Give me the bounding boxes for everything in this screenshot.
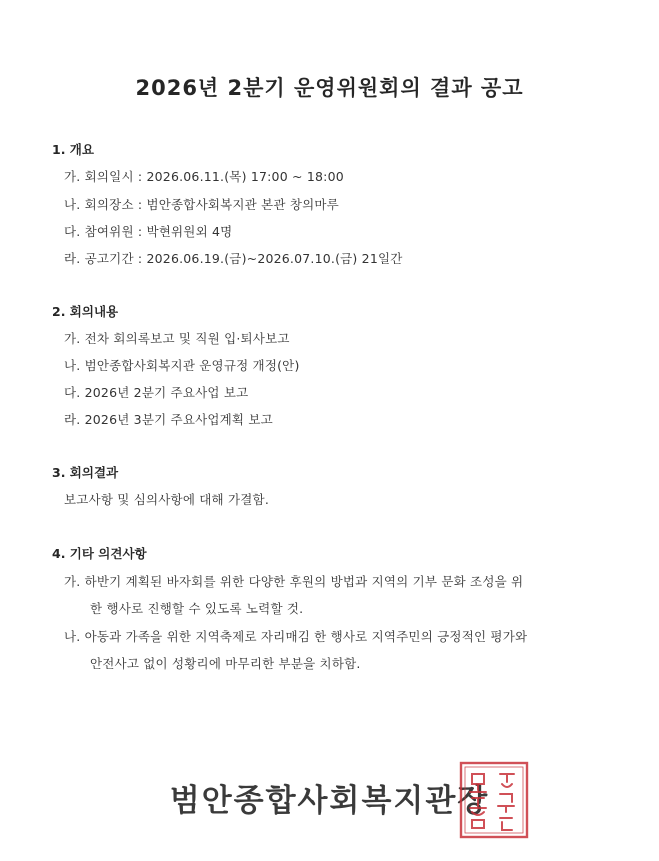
section-heading-overview: 1. 개요: [52, 142, 94, 157]
section-heading-contents: 2. 회의내용: [52, 304, 119, 319]
contents-item-1: 가. 전차 회의록보고 및 직원 입·퇴사보고: [64, 331, 290, 346]
document-title: 2026년 2분기 운영위원회의 결과 공고: [135, 76, 524, 100]
section-heading-opinions: 4. 기타 의견사항: [52, 546, 147, 561]
signature-name: 범안종합사회복지관장: [169, 783, 490, 819]
opinion-item-1-line-2: 한 행사로 진행할 수 있도록 노력할 것.: [90, 601, 304, 616]
seal-border: [461, 763, 527, 837]
seal-glyphs: [470, 774, 514, 830]
overview-item-members: 다. 참여위원 : 박현위원외 4명: [64, 224, 233, 239]
overview-item-period: 라. 공고기간 : 2026.06.19.(금)~2026.07.10.(금) 21일간: [64, 251, 403, 266]
contents-item-2: 나. 범안종합사회복지관 운영규정 개정(안): [64, 358, 300, 373]
overview-item-date: 가. 회의일시 : 2026.06.11.(목) 17:00 ~ 18:00: [64, 169, 344, 184]
opinion-item-2-line-1: 나. 아동과 가족을 위한 지역축제로 자리매김 한 행사로 지역주민의 긍정적인 평가와: [64, 629, 528, 644]
official-seal-icon: [458, 760, 530, 840]
opinion-item-1-line-1: 가. 하반기 계획된 바자회를 위한 다양한 후원의 방법과 지역의 기부 문화 조성을 위: [64, 574, 524, 589]
contents-item-3: 다. 2026년 2분기 주요사업 보고: [64, 385, 249, 400]
overview-item-place: 나. 회의장소 : 범안종합사회복지관 본관 창의마루: [64, 197, 339, 212]
contents-item-4: 라. 2026년 3분기 주요사업계획 보고: [64, 412, 273, 427]
result-text: 보고사항 및 심의사항에 대해 가결함.: [64, 492, 269, 507]
opinion-item-2-line-2: 안전사고 없이 성황리에 마무리한 부분을 치하함.: [90, 656, 361, 671]
seal-inner-border: [465, 767, 523, 833]
section-heading-result: 3. 회의결과: [52, 465, 119, 480]
